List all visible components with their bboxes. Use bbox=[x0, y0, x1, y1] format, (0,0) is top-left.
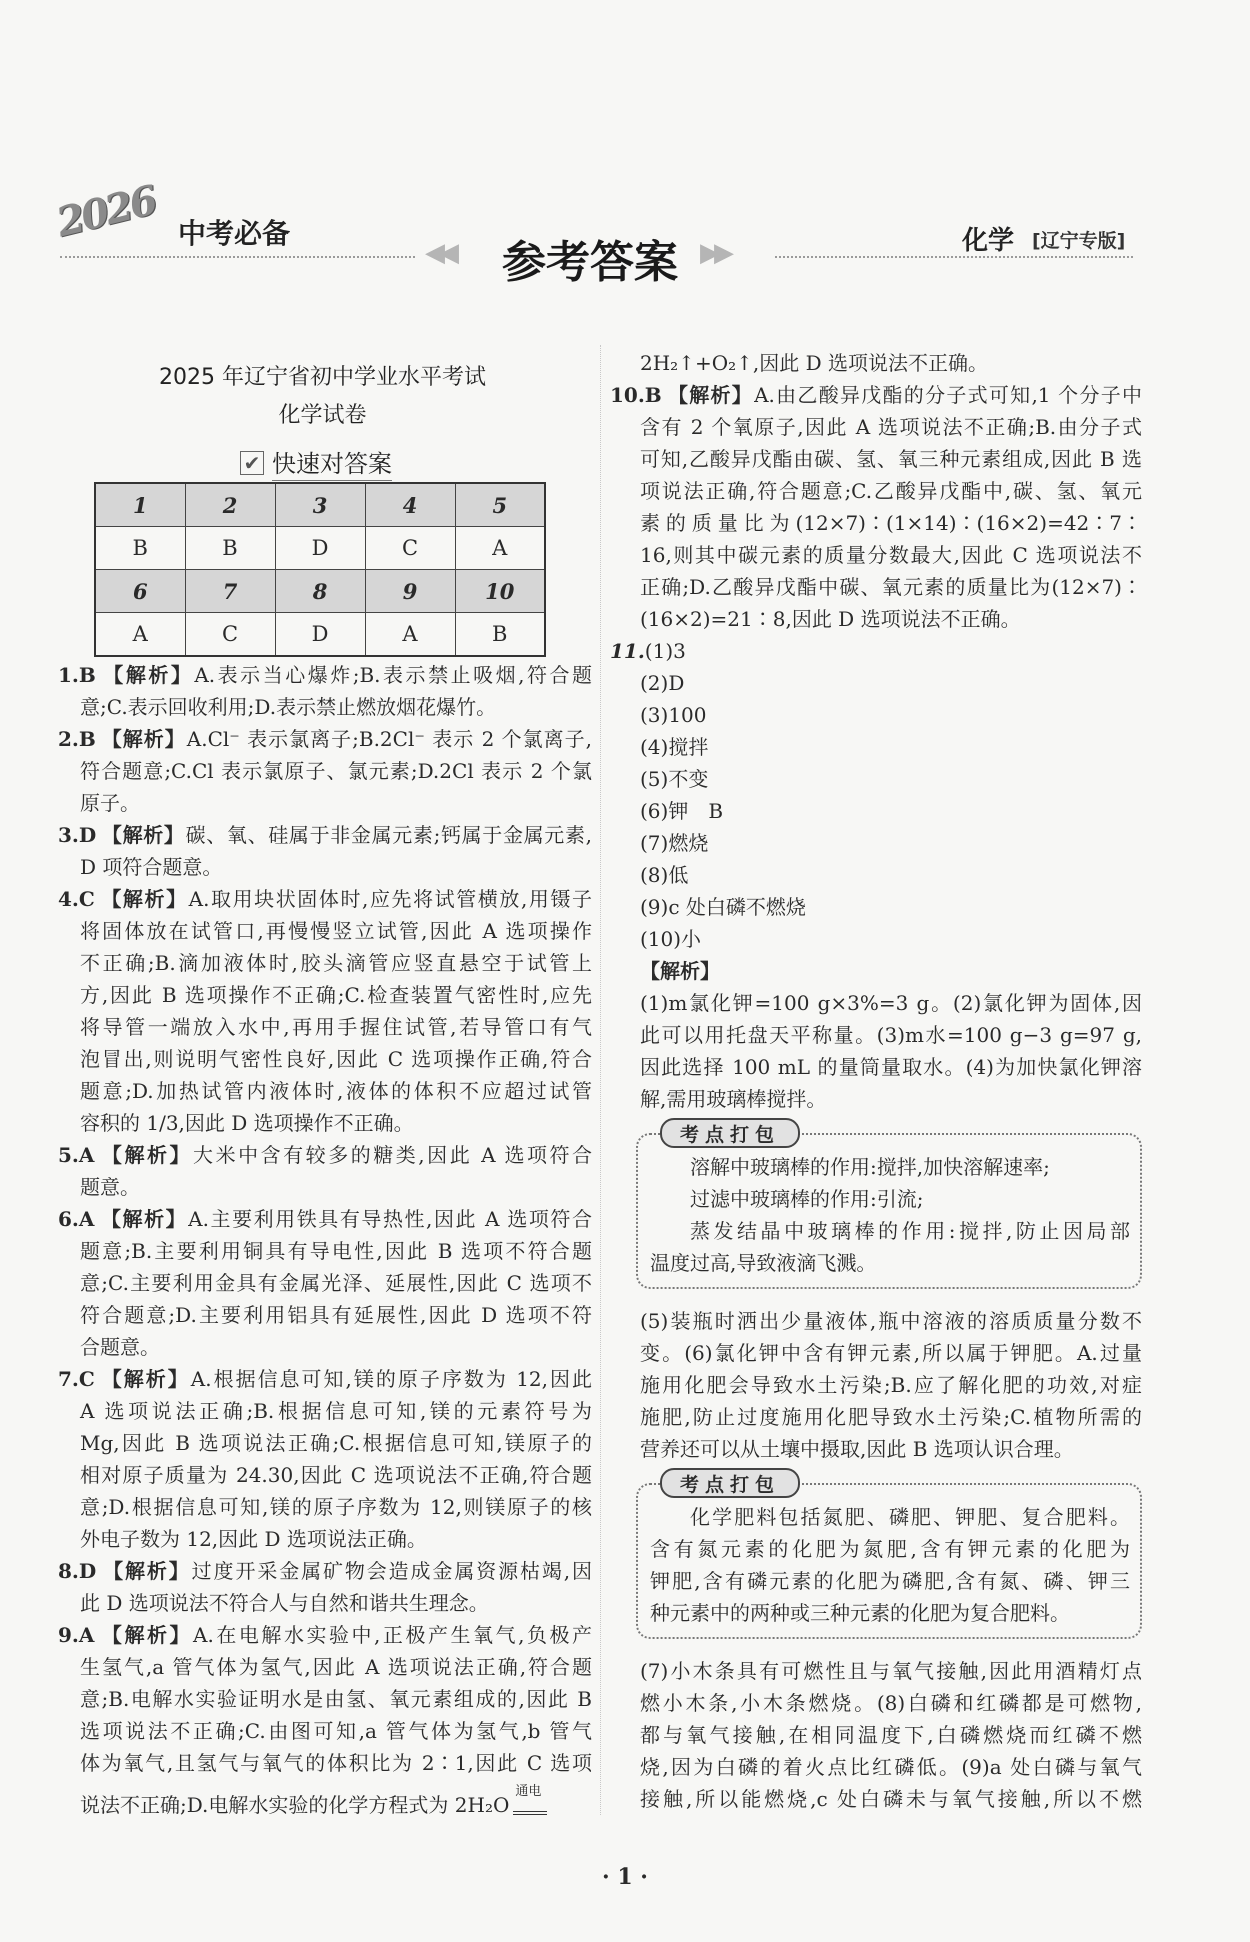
explanation-text: 泡冒出,则说明气密性良好,因此 C 选项操作正确,符合 bbox=[80, 1047, 592, 1071]
right-column bbox=[610, 347, 1142, 1815]
question-number-cell: 5 bbox=[455, 483, 545, 527]
explanation-line bbox=[58, 915, 592, 947]
question-number-cell: 10 bbox=[455, 570, 545, 613]
analysis-tag: 【解析】 bbox=[101, 1559, 191, 1583]
analysis-tag: 【解析】 bbox=[99, 1623, 193, 1647]
question-number-cell: 9 bbox=[365, 570, 455, 613]
explanation-text: 将固体放在试管口,再慢慢竖立试管,因此 A 选项操作 bbox=[80, 919, 592, 943]
answer-text: (9)c 处白磷不燃烧 bbox=[640, 895, 806, 919]
explanation-text: 题意;D.加热试管内液体时,液体的体积不应超过试管 bbox=[80, 1079, 592, 1103]
answer-row bbox=[95, 527, 545, 570]
key-point-text: 含有氮元素的化肥为氮肥,含有钾元素的化肥为 bbox=[650, 1537, 1130, 1561]
key-point-text: 过滤中玻璃棒的作用:引流; bbox=[690, 1187, 924, 1211]
series-name: 中考必备 bbox=[178, 217, 291, 250]
answer-text: (5)不变 bbox=[640, 767, 709, 791]
explanation-line bbox=[58, 1747, 592, 1779]
answer-list-item bbox=[610, 699, 1142, 731]
key-point-line bbox=[650, 1151, 1130, 1183]
explanation-line bbox=[610, 1751, 1142, 1783]
question-number: 2.B bbox=[58, 727, 96, 751]
answer-text: (3)100 bbox=[640, 703, 707, 727]
explanation-line bbox=[58, 787, 592, 819]
explanation-line bbox=[58, 1555, 592, 1587]
question-number: 3.D bbox=[58, 823, 97, 847]
key-point-line bbox=[650, 1533, 1130, 1565]
answer-list bbox=[610, 635, 1142, 955]
explanation-line bbox=[58, 1043, 592, 1075]
quick-answer-table bbox=[94, 482, 546, 657]
explanation-line bbox=[58, 1459, 592, 1491]
explanation-text: 此 D 选项说法不符合人与自然和谐共生理念。 bbox=[80, 1591, 489, 1615]
explanation-text: 体为氧气,且氢气与氧气的体积比为 2∶1,因此 C 选项 bbox=[80, 1751, 592, 1775]
explanation-text: 意;C.主要利用金具有金属光泽、延展性,因此 C 选项不 bbox=[80, 1271, 592, 1295]
answer-list-item bbox=[610, 763, 1142, 795]
reaction-condition-text: 通电 bbox=[515, 1783, 542, 1799]
explanation-line bbox=[58, 1299, 592, 1331]
explanation-text: 含有 2 个氧原子,因此 A 选项说法不正确;B.由分子式 bbox=[640, 415, 1142, 439]
explanation-text: 正确;D.乙酸异戊酯中碳、氧元素的质量比为(12×7)∶ bbox=[640, 575, 1142, 599]
answer-list-item bbox=[610, 635, 1142, 667]
explanation-text: 素的质量比为(12×7)∶(1×14)∶(16×2)=42∶7∶ bbox=[640, 511, 1142, 535]
key-points-header: 考点打包 bbox=[660, 1118, 800, 1148]
answer-text: (4)搅拌 bbox=[640, 735, 709, 759]
explanation-line bbox=[58, 1715, 592, 1747]
answer-explanation-item bbox=[58, 1363, 592, 1555]
explanation-text: 原子。 bbox=[80, 791, 140, 815]
answer-list-item bbox=[610, 667, 1142, 699]
explanation-text: 碳、氧、硅属于非金属元素;钙属于金属元素, bbox=[185, 823, 592, 847]
answer-text: (8)低 bbox=[640, 863, 689, 887]
explanation-line bbox=[610, 571, 1142, 603]
explanation-text: A.根据信息可知,镁的原子序数为 12,因此 bbox=[190, 1367, 593, 1391]
answer-explanation-item bbox=[58, 1555, 592, 1619]
explanation-text: (7)小木条具有可燃性且与氧气接触,因此用酒精灯点 bbox=[640, 1659, 1142, 1683]
header-divider-right bbox=[775, 256, 1133, 258]
analysis-heading bbox=[610, 955, 1142, 987]
question-number-cell: 6 bbox=[95, 570, 185, 613]
explanation-line bbox=[58, 723, 592, 755]
key-point-text: 蒸发结晶中玻璃棒的作用:搅拌,防止因局部 bbox=[690, 1219, 1130, 1243]
explanation-line bbox=[58, 979, 592, 1011]
double-chevron-right-icon: ▶▶ bbox=[700, 238, 728, 268]
explanation-text: 2H₂↑+O₂↑,因此 D 选项说法不正确。 bbox=[640, 351, 988, 375]
question-number: 1.B bbox=[58, 663, 96, 687]
explanation-line bbox=[58, 1171, 592, 1203]
analysis-tag: 【解析】 bbox=[100, 663, 194, 687]
explanation-text: 施用化肥会导致水土污染;B.应了解化肥的功效,对症 bbox=[640, 1373, 1142, 1397]
explanation-line bbox=[610, 1083, 1142, 1115]
explanation-text: 符合题意;C.Cl 表示氯原子、氯元素;D.2Cl 表示 2 个氯 bbox=[80, 759, 592, 783]
key-point-line bbox=[650, 1565, 1130, 1597]
explanation-text: A 选项说法正确;B.根据信息可知,镁的元素符号为 bbox=[80, 1399, 592, 1423]
explanation-line bbox=[610, 1019, 1142, 1051]
explanation-text: 烧,因为白磷的着火点比红磷低。(9)a 处白磷与氧气 bbox=[640, 1755, 1142, 1779]
explanation-line bbox=[58, 1491, 592, 1523]
explanation-text: 意;C.表示回收利用;D.表示禁止燃放烟花爆竹。 bbox=[80, 695, 497, 719]
explanation-line bbox=[610, 1305, 1142, 1337]
explanation-text: 生氢气,a 管气体为氢气,因此 A 选项说法正确,符合题 bbox=[80, 1655, 592, 1679]
answer-row bbox=[95, 613, 545, 657]
answer-list-item bbox=[610, 731, 1142, 763]
explanation-text: 相对原子质量为 24.30,因此 C 选项说法不正确,符合题 bbox=[80, 1463, 592, 1487]
answer-list-item bbox=[610, 827, 1142, 859]
explanation-text: 题意。 bbox=[80, 1175, 140, 1199]
question-number: 10.B bbox=[610, 383, 662, 407]
answer-cell: D bbox=[275, 613, 365, 657]
explanation-text: 外电子数为 12,因此 D 选项说法正确。 bbox=[80, 1527, 427, 1551]
explanation-line bbox=[58, 1587, 592, 1619]
answer-cell: A bbox=[455, 527, 545, 570]
checkbox-check-icon: ✔ bbox=[240, 451, 264, 475]
explanation-line bbox=[58, 1235, 592, 1267]
explanation-line bbox=[610, 443, 1142, 475]
explanation-paragraph bbox=[610, 1305, 1142, 1465]
key-point-text: 种元素中的两种或三种元素的化肥为复合肥料。 bbox=[650, 1601, 1070, 1625]
explanation-line bbox=[610, 347, 1142, 379]
subject: 化学 bbox=[962, 226, 1015, 256]
explanation-line bbox=[610, 1337, 1142, 1369]
answer-explanation-item bbox=[610, 379, 1142, 635]
page-title: 参考答案 bbox=[502, 237, 678, 288]
analysis-tag: 【解析】 bbox=[101, 823, 185, 847]
question-number-cell: 4 bbox=[365, 483, 455, 527]
explanation-line bbox=[58, 755, 592, 787]
left-column bbox=[58, 659, 592, 1821]
answer-list-item bbox=[610, 795, 1142, 827]
answer-text: (6)钾 B bbox=[640, 799, 724, 823]
explanation-text: Mg,因此 B 选项说法正确;C.根据信息可知,镁原子的 bbox=[80, 1431, 592, 1455]
explanation-text: 意;B.电解水实验证明水是由氢、氧元素组成的,因此 B bbox=[80, 1687, 592, 1711]
explanation-text: (5)装瓶时洒出少量液体,瓶中溶液的溶质质量分数不 bbox=[640, 1309, 1142, 1333]
explanation-line bbox=[58, 1203, 592, 1235]
key-points-box bbox=[636, 1124, 1142, 1289]
explanation-text: 都与氧气接触,在相同温度下,白磷燃烧而红磷不燃 bbox=[640, 1723, 1142, 1747]
answer-cell: A bbox=[365, 613, 455, 657]
explanation-line bbox=[610, 539, 1142, 571]
explanation-line bbox=[58, 819, 592, 851]
quick-answer-table-body bbox=[95, 483, 545, 656]
explanation-line bbox=[610, 1783, 1142, 1815]
analysis-tag: 【解析】 bbox=[99, 1207, 188, 1231]
answer-text: (2)D bbox=[640, 671, 685, 695]
answer-text: (10)小 bbox=[640, 927, 702, 951]
explanation-line bbox=[610, 1433, 1142, 1465]
question-number: 9.A bbox=[58, 1623, 95, 1647]
answer-explanation-item bbox=[58, 1619, 592, 1821]
answer-cell: B bbox=[185, 527, 275, 570]
explanation-text: A.Cl⁻ 表示氯离子;B.2Cl⁻ 表示 2 个氯离子, bbox=[186, 727, 593, 751]
explanation-text: A.由乙酸异戊酯的分子式可知,1 个分子中 bbox=[754, 383, 1142, 407]
explanation-text: 解,需用玻璃棒搅拌。 bbox=[640, 1087, 827, 1111]
explanation-text: 施肥,防止过度施用化肥导致水土污染;C.植物所需的 bbox=[640, 1405, 1142, 1429]
year-logo: 2026 bbox=[51, 176, 160, 247]
question-number: 4.C bbox=[58, 887, 95, 911]
key-points-header: 考点打包 bbox=[660, 1468, 800, 1498]
answer-explanation-item bbox=[58, 883, 592, 1139]
explanation-line bbox=[58, 1427, 592, 1459]
explanation-text: 此可以用托盘天平称量。(3)m水=100 g−3 g=97 g, bbox=[640, 1023, 1142, 1047]
explanation-text: 合题意。 bbox=[80, 1335, 160, 1359]
explanation-line bbox=[610, 603, 1142, 635]
question-number-cell: 2 bbox=[185, 483, 275, 527]
key-point-line bbox=[650, 1183, 1130, 1215]
header-divider-left bbox=[60, 256, 415, 258]
explanation-text: 方,因此 B 选项操作不正确;C.检查装置气密性时,应先 bbox=[80, 983, 592, 1007]
analysis-tag: 【解析】 bbox=[100, 727, 186, 751]
question-number: 8.D bbox=[58, 1559, 97, 1583]
explanation-text: 选项说法不正确;C.由图可知,a 管气体为氢气,b 管气 bbox=[80, 1719, 592, 1743]
answer-cell: C bbox=[365, 527, 455, 570]
question-number: 5.A bbox=[58, 1143, 95, 1167]
explanation-line bbox=[58, 1139, 592, 1171]
question-number: 11. bbox=[610, 639, 645, 663]
question-number: 6.A bbox=[58, 1207, 95, 1231]
key-point-text: 化学肥料包括氮肥、磷肥、钾肥、复合肥料。 bbox=[690, 1505, 1130, 1529]
explanation-text: 项说法正确,符合题意;C.乙酸异戊酯中,碳、氢、氧元 bbox=[640, 479, 1142, 503]
question-number-row bbox=[95, 483, 545, 527]
explanation-text: 营养还可以从土壤中摄取,因此 B 选项认识合理。 bbox=[640, 1437, 1074, 1461]
key-point-line bbox=[650, 1215, 1130, 1247]
explanation-text: 说法不正确;D.电解水实验的化学方程式为 2H₂O bbox=[80, 1793, 510, 1817]
explanation-line bbox=[610, 379, 1142, 411]
quick-answers-heading bbox=[240, 444, 392, 481]
question-number-cell: 3 bbox=[275, 483, 365, 527]
answer-cell: A bbox=[95, 613, 185, 657]
explanation-line bbox=[610, 1687, 1142, 1719]
explanation-line bbox=[58, 1011, 592, 1043]
explanation-text: 大米中含有较多的糖类,因此 A 选项符合 bbox=[193, 1143, 593, 1167]
page-number: · 1 · bbox=[602, 1864, 648, 1890]
explanation-line bbox=[58, 1395, 592, 1427]
explanation-line bbox=[610, 987, 1142, 1019]
key-point-line bbox=[650, 1597, 1130, 1629]
question-number-cell: 7 bbox=[185, 570, 275, 613]
question-number: 7.C bbox=[58, 1367, 95, 1391]
explanation-paragraph bbox=[610, 1655, 1142, 1815]
explanation-line bbox=[610, 1719, 1142, 1751]
explanation-text: A.取用块状固体时,应先将试管横放,用镊子 bbox=[188, 887, 593, 911]
explanation-line bbox=[58, 659, 592, 691]
explanation-line bbox=[58, 1651, 592, 1683]
double-chevron-left-icon: ◀◀ bbox=[425, 238, 453, 268]
answer-explanation-item bbox=[58, 1139, 592, 1203]
answer-explanation-item bbox=[58, 723, 592, 819]
explanation-line bbox=[610, 411, 1142, 443]
explanation-line bbox=[610, 1655, 1142, 1687]
explanation-line bbox=[58, 1619, 592, 1651]
explanation-text: 因此选择 100 mL 的量筒量取水。(4)为加快氯化钾溶 bbox=[640, 1055, 1142, 1079]
explanation-text: 不正确;B.滴加液体时,胶头滴管应竖直悬空于试管上 bbox=[80, 951, 592, 975]
key-point-line bbox=[650, 1247, 1130, 1279]
answer-cell: B bbox=[95, 527, 185, 570]
explanation-text: 燃小木条,小木条燃烧。(8)白磷和红磷都是可燃物, bbox=[640, 1691, 1142, 1715]
explanation-line bbox=[58, 1779, 592, 1821]
key-point-line bbox=[650, 1501, 1130, 1533]
explanation-paragraph bbox=[610, 347, 1142, 379]
answer-cell: B bbox=[455, 613, 545, 657]
explanation-text: 将导管一端放入水中,再用手握住试管,若导管口有气 bbox=[80, 1015, 592, 1039]
exam-title: 2025 年辽宁省初中学业水平考试 bbox=[159, 365, 486, 390]
explanation-text: 符合题意;D.主要利用铝具有延展性,因此 D 选项不符 bbox=[80, 1303, 592, 1327]
explanation-text: A.表示当心爆炸;B.表示禁止吸烟,符合题 bbox=[194, 663, 593, 687]
edition-label: [辽宁专版] bbox=[1032, 230, 1126, 252]
explanation-line bbox=[58, 1267, 592, 1299]
key-point-text: 温度过高,导致液滴飞溅。 bbox=[650, 1251, 877, 1275]
explanation-line bbox=[58, 1363, 592, 1395]
explanation-line bbox=[610, 507, 1142, 539]
quick-answers-label: 快速对答案 bbox=[272, 444, 392, 481]
key-points-box bbox=[636, 1474, 1142, 1639]
explanation-line bbox=[58, 691, 592, 723]
reaction-condition bbox=[513, 1783, 547, 1815]
explanation-text: (1)m氯化钾=100 g×3%=3 g。(2)氯化钾为固体,因 bbox=[640, 991, 1142, 1015]
analysis-tag: 【解析】 bbox=[99, 1367, 190, 1391]
analysis-tag: 【解析】 bbox=[99, 887, 188, 911]
answer-text: (7)燃烧 bbox=[640, 831, 709, 855]
answer-list-item bbox=[610, 923, 1142, 955]
explanation-text: 题意;B.主要利用铜具有导电性,因此 B 选项不符合题 bbox=[80, 1239, 592, 1263]
explanation-line bbox=[58, 1683, 592, 1715]
explanation-text: 过度开采金属矿物会造成金属资源枯竭,因 bbox=[191, 1559, 592, 1583]
question-number-row bbox=[95, 570, 545, 613]
answer-text: (1)3 bbox=[644, 639, 686, 663]
key-point-text: 溶解中玻璃棒的作用:搅拌,加快溶解速率; bbox=[690, 1155, 1050, 1179]
answer-cell: C bbox=[185, 613, 275, 657]
explanation-text: A.在电解水实验中,正极产生氧气,负极产 bbox=[193, 1623, 593, 1647]
column-divider bbox=[600, 345, 601, 1815]
answer-list-item bbox=[610, 859, 1142, 891]
explanation-line bbox=[58, 1331, 592, 1363]
explanation-text: 意;D.根据信息可知,镁的原子序数为 12,则镁原子的核 bbox=[80, 1495, 592, 1519]
explanation-line bbox=[58, 1107, 592, 1139]
explanation-line bbox=[58, 947, 592, 979]
explanation-line bbox=[610, 1369, 1142, 1401]
explanation-paragraph bbox=[610, 987, 1142, 1115]
explanation-line bbox=[58, 883, 592, 915]
analysis-tag: 【解析】 bbox=[99, 1143, 193, 1167]
explanation-text: 变。(6)氯化钾中含有钾元素,所以属于钾肥。A.过量 bbox=[640, 1341, 1142, 1365]
exam-subtitle: 化学试卷 bbox=[278, 403, 367, 428]
explanation-text: A.主要利用铁具有导热性,因此 A 选项符合 bbox=[188, 1207, 592, 1231]
explanation-text: 接触,所以能燃烧,c 处白磷未与氧气接触,所以不燃 bbox=[640, 1787, 1142, 1811]
explanation-line bbox=[58, 851, 592, 883]
explanation-text: 容积的 1/3,因此 D 选项操作不正确。 bbox=[80, 1111, 414, 1135]
question-number-cell: 8 bbox=[275, 570, 365, 613]
explanation-line bbox=[58, 1523, 592, 1555]
explanation-line bbox=[58, 1075, 592, 1107]
analysis-tag: 【解析】 bbox=[640, 959, 720, 983]
explanation-text: 可知,乙酸异戊酯由碳、氢、氧三种元素组成,因此 B 选 bbox=[640, 447, 1142, 471]
explanation-text: D 项符合题意。 bbox=[80, 855, 223, 879]
answer-explanation-item bbox=[58, 1203, 592, 1363]
question-number-cell: 1 bbox=[95, 483, 185, 527]
key-point-text: 钾肥,含有磷元素的化肥为磷肥,含有氮、磷、钾三 bbox=[650, 1569, 1130, 1593]
analysis-tag: 【解析】 bbox=[666, 383, 754, 407]
answer-explanation-item bbox=[58, 819, 592, 883]
explanation-text: 16,则其中碳元素的质量分数最大,因此 C 选项说法不 bbox=[640, 543, 1142, 567]
explanation-line bbox=[610, 1051, 1142, 1083]
answer-cell: D bbox=[275, 527, 365, 570]
explanation-line bbox=[610, 1401, 1142, 1433]
answer-list-item bbox=[610, 891, 1142, 923]
explanation-text: (16×2)=21∶8,因此 D 选项说法不正确。 bbox=[640, 607, 1021, 631]
answer-explanation-item bbox=[58, 659, 592, 723]
explanation-line bbox=[610, 475, 1142, 507]
